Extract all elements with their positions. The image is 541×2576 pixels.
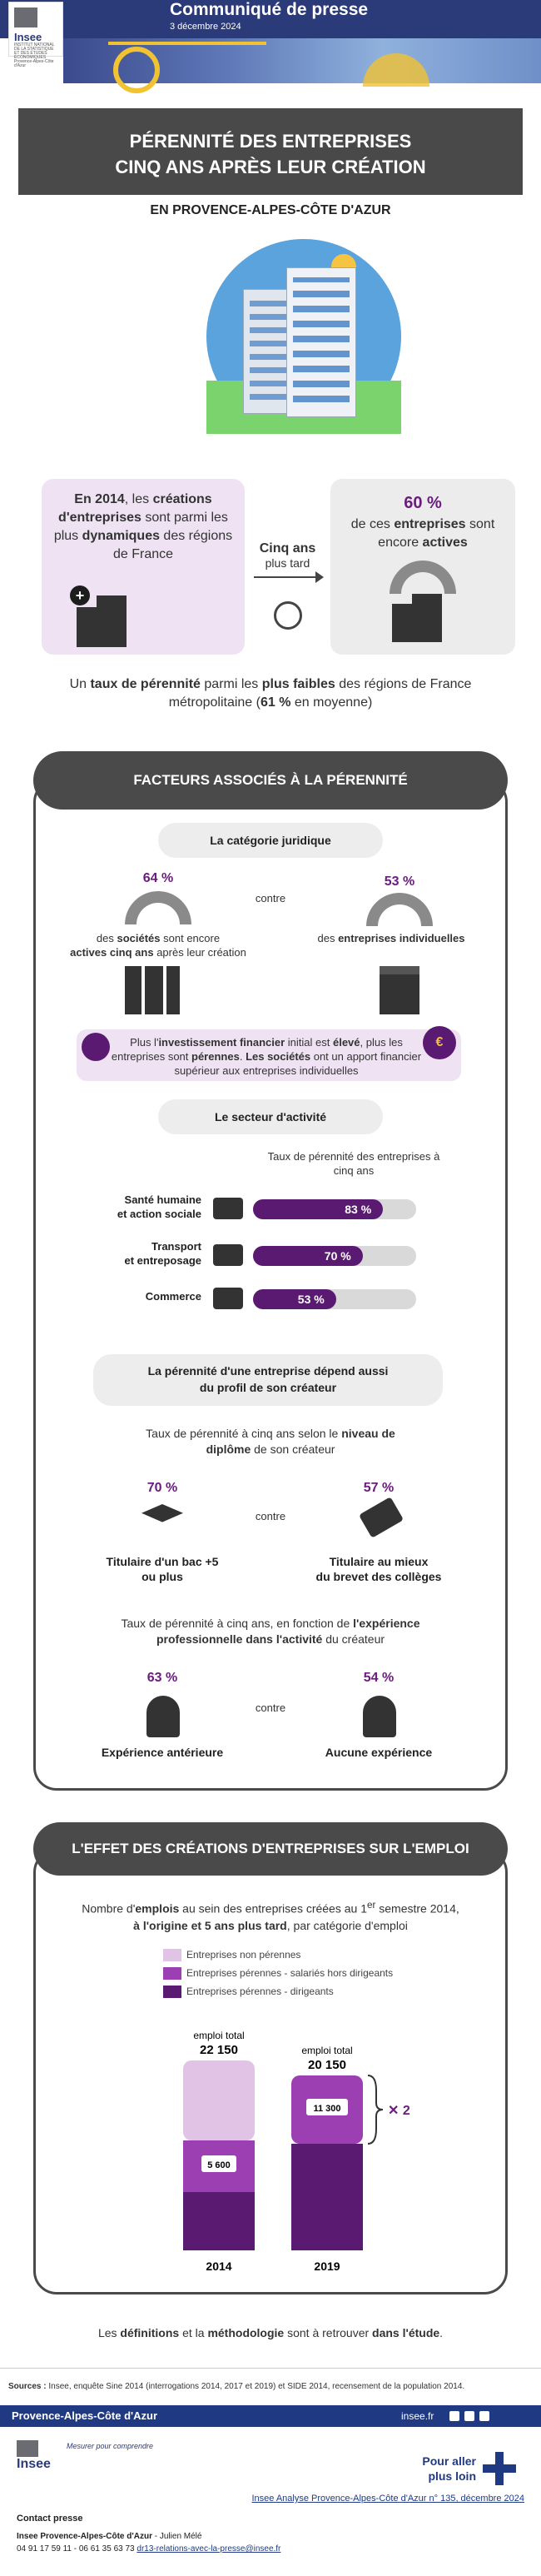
sector-heading: Le secteur d'activité <box>158 1099 383 1134</box>
diploma-right-line2: du brevet des collèges <box>315 1570 442 1583</box>
main-title-box <box>18 108 523 195</box>
more-info-label: Pour aller plus loin <box>422 2454 476 2483</box>
decorative-circle <box>113 47 160 93</box>
building-icon <box>77 607 97 647</box>
main-title-line2: CINQ ANS APRÈS LEUR CRÉATION <box>115 157 426 177</box>
search-icon <box>82 1033 110 1061</box>
legend-swatch <box>163 1967 181 1980</box>
experience-left-percent: 63 % <box>146 1671 178 1685</box>
twitter-icon[interactable] <box>449 2411 459 2421</box>
sector-bar-track <box>253 1199 416 1219</box>
arrow-right-icon <box>254 576 322 578</box>
diploma-caption: Taux de pérennité à cinq ans selon le niveau de diplôme de son créateur <box>146 1427 395 1456</box>
contact-org: Insee Provence-Alpes-Côte d'Azur - Julien Mélé <box>17 2532 202 2541</box>
region-subtitle: EN PROVENCE-ALPES-CÔTE D'AZUR <box>150 203 391 217</box>
diploma-left-line2: ou plus <box>141 1570 183 1583</box>
diploma-right-line1: Titulaire au mieux <box>329 1555 429 1568</box>
diploma-right-label <box>300 1554 458 1584</box>
sector-label: Transport et entreposage <box>124 1240 201 1267</box>
building-windows-left <box>250 299 286 407</box>
diploma-left-percent: 70 % <box>146 1481 178 1495</box>
contre-label: contre <box>255 1702 286 1714</box>
person-no-experience-icon <box>363 1696 396 1737</box>
plus-icon: + <box>70 585 90 605</box>
intro-right-text: de ces entreprises sont encore actives <box>350 517 495 550</box>
total-label: emploi total <box>301 2045 353 2056</box>
sector-bar-track <box>253 1289 416 1309</box>
legend-label: Entreprises non pérennes <box>186 1949 301 1961</box>
insee-tagline: Mesurer pour comprendre <box>67 2442 154 2450</box>
contact-title: Contact presse <box>17 2514 83 2524</box>
contact-phone: 04 91 17 59 11 - 06 61 35 63 73 dr13-relations-avec-la-presse@insee.fr <box>17 2544 281 2554</box>
total-value: 20 150 <box>308 2058 346 2072</box>
diploma-right-percent: 57 % <box>363 1481 395 1495</box>
intro-summary: Un taux de pérennité parmi les plus faibles des régions de France métropolitaine (61 % en moyenne) <box>69 677 472 710</box>
legal-category-heading: La catégorie juridique <box>158 823 383 858</box>
sector-icon <box>213 1288 243 1309</box>
total-value: 22 150 <box>200 2043 238 2057</box>
sector-bar-fill: 53 % <box>253 1289 336 1309</box>
plus-icon[interactable] <box>483 2452 516 2485</box>
definitions-note: Les définitions et la méthodologie sont à retrouver dans l'étude. <box>97 2326 444 2339</box>
employment-chart <box>133 2015 449 2273</box>
sector-caption: Taux de pérennité des entreprises à cinq ans <box>267 1150 440 1177</box>
intro-left-text: En 2014, les créations d'entreprises sont parmi les plus dynamiques des régions de France <box>53 492 233 561</box>
building-icon-tall <box>97 595 127 647</box>
sector-bar-fill: 70 % <box>253 1246 363 1266</box>
bracket <box>368 2075 383 2144</box>
experience-caption: Taux de pérennité à cinq ans, en fonction de l'expérience professionnelle dans l'activité du créateur <box>121 1617 420 1646</box>
money-bag-icon: € <box>423 1026 456 1059</box>
data-label: 11 300 <box>313 2104 341 2114</box>
insee-footer-logo[interactable] <box>17 2440 62 2485</box>
experience-right-label: Aucune expérience <box>325 1746 433 1759</box>
expert-person-icon <box>146 1696 180 1737</box>
building-windows <box>293 277 350 411</box>
diploma-left-line1: Titulaire d'un bac +5 <box>106 1555 219 1568</box>
bar-segment <box>291 2144 363 2250</box>
intro-right-percent: 60 % <box>404 494 442 512</box>
individual-percent: 53 % <box>384 874 415 889</box>
main-title-line1: PÉRENNITÉ DES ENTREPRISES <box>129 131 412 152</box>
logo-square <box>14 7 37 27</box>
insee-logo[interactable] <box>8 2 63 68</box>
data-label: 5 600 <box>207 2160 231 2170</box>
total-label: emploi total <box>193 2030 245 2041</box>
decorative-arc <box>363 53 429 87</box>
profile-heading-line1: La pérennité d'une entreprise dépend aussi <box>147 1364 389 1378</box>
factors-heading: FACTEURS ASSOCIÉS À LA PÉRENNITÉ <box>33 751 508 810</box>
publication-link[interactable]: Insee Analyse Provence-Alpes-Côte d'Azur n° 135, décembre 2024 <box>251 2494 524 2504</box>
bar-segment <box>183 2192 255 2250</box>
office-buildings-icon <box>125 966 180 1014</box>
intro-middle <box>245 541 330 630</box>
individual-text: des entreprises individuelles <box>317 932 465 944</box>
sector-bar-fill: 83 % <box>253 1199 383 1219</box>
header-accent-line <box>108 42 266 45</box>
contre-label: contre <box>255 892 286 904</box>
building-icon <box>392 604 412 642</box>
intro-later: plus tard <box>265 556 310 570</box>
contre-label: contre <box>255 1510 286 1522</box>
multiplier-label: ✕ 2 <box>388 2104 410 2118</box>
legend-label: Entreprises pérennes - salariés hors dirigeants <box>186 1967 394 1979</box>
sector-icon <box>213 1244 243 1266</box>
legend-swatch <box>163 1949 181 1961</box>
societes-percent: 64 % <box>142 871 174 885</box>
header-banner-image <box>63 38 541 83</box>
intro-five-years: Cinq ans <box>259 541 316 556</box>
footer-region: Provence-Alpes-Côte d'Azur <box>12 2409 158 2422</box>
experience-left-label: Expérience antérieure <box>101 1746 224 1759</box>
employment-caption: Nombre d'emplois au sein des entreprises créées au 1er semestre 2014, à l'origine et 5 ans plus tard, par catégorie d'emploi <box>82 1900 459 1932</box>
divider <box>0 2368 541 2369</box>
intro-left-box <box>42 479 245 655</box>
contact-email[interactable]: dr13-relations-avec-la-presse@insee.fr <box>136 2544 281 2554</box>
profile-heading <box>93 1354 443 1406</box>
linkedin-icon[interactable] <box>479 2411 489 2421</box>
sector-label: Commerce <box>145 1290 201 1303</box>
gauge-icon <box>390 561 456 594</box>
building-icon-tall <box>412 594 442 642</box>
footer-band <box>0 2405 541 2427</box>
press-release-date: 3 décembre 2024 <box>170 22 241 32</box>
sector-label: Santé humaine et action sociale <box>117 1193 201 1220</box>
logo-square <box>17 2440 38 2457</box>
legend-label: Entreprises pérennes - dirigeants <box>186 1986 334 1997</box>
main-title <box>18 128 523 180</box>
sector-bar-track <box>253 1246 416 1266</box>
logo-text: Insee <box>17 2457 51 2471</box>
press-release-title: Communiqué de presse <box>170 0 369 19</box>
sector-icon <box>213 1198 243 1219</box>
logo-text: Insee <box>14 31 42 43</box>
logo-subtitle: INSTITUT NATIONAL DE LA STATISTIQUE ET DES ÉTUDES ÉCONOMIQUES Provence-Alpes-Côte d'Azur <box>14 42 55 68</box>
clock-icon <box>274 601 302 630</box>
shop-icon <box>380 966 419 1014</box>
employment-heading: L'EFFET DES CRÉATIONS D'ENTREPRISES SUR L'EMPLOI <box>33 1822 508 1876</box>
diploma-left-label <box>92 1554 233 1584</box>
category-label: 2014 <box>206 2260 232 2273</box>
investment-text: Plus l'investissement financier initial est élevé, plus les entreprises sont pérennes. Les sociétés ont un apport financier supérieur aux entreprises individuelles <box>111 1036 422 1077</box>
youtube-icon[interactable] <box>464 2411 474 2421</box>
experience-right-percent: 54 % <box>363 1671 395 1685</box>
insee-link[interactable]: insee.fr <box>401 2410 434 2422</box>
sources-note: Sources : Insee, enquête Sine 2014 (interrogations 2014, 2017 et 2019) et SIDE 2014, recensement de la population 2014. <box>8 2382 465 2391</box>
societes-text: des sociétés sont encore actives cinq ans après leur création <box>70 932 246 959</box>
category-label: 2019 <box>314 2260 340 2273</box>
intro-right-box <box>330 479 515 655</box>
legend-swatch <box>163 1986 181 1998</box>
bar-segment <box>183 2060 255 2140</box>
profile-heading-line2: du profil de son créateur <box>199 1381 337 1394</box>
building-illustration <box>206 239 401 434</box>
